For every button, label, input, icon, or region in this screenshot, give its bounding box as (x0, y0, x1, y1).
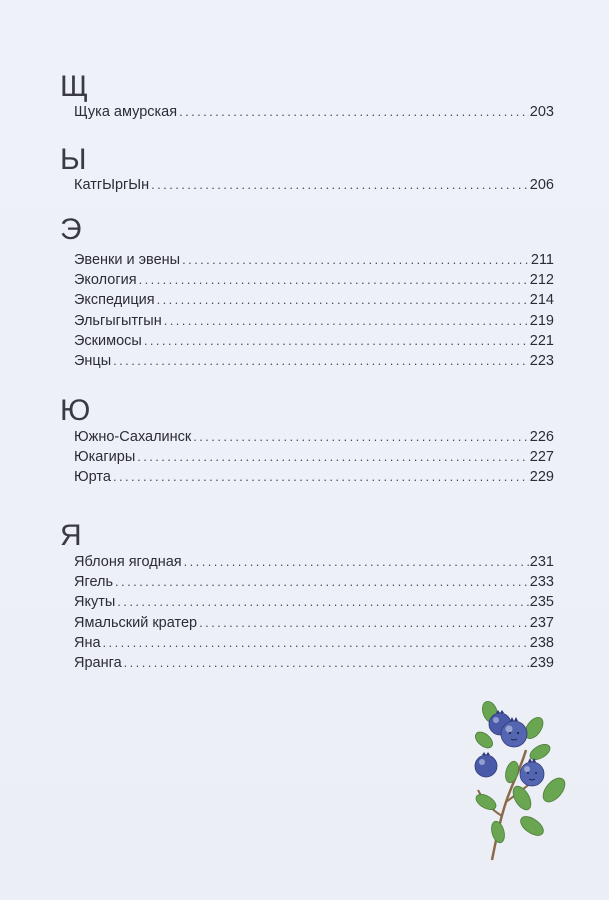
index-entry[interactable] (74, 311, 554, 331)
section-letter: Я (60, 519, 82, 552)
dot-leader (144, 331, 529, 351)
index-entry[interactable] (74, 552, 554, 572)
entry-page: 211 (530, 252, 554, 268)
entry-name: Ягель (74, 574, 114, 591)
index-entry[interactable] (74, 351, 554, 371)
entry-name: Экспедиция (74, 292, 155, 309)
dot-leader (182, 250, 530, 270)
entry-list (74, 427, 554, 488)
entry-name: КатгЫргЫн (74, 177, 150, 193)
dot-leader (184, 552, 529, 572)
entry-page: 235 (529, 594, 554, 611)
index-entry[interactable] (74, 653, 554, 673)
entry-page: 226 (529, 429, 554, 445)
section-letter: Щ (60, 70, 89, 103)
section-letter: Ы (60, 143, 87, 176)
index-entry[interactable] (74, 613, 554, 633)
entry-name: Эскимосы (74, 332, 142, 349)
entry-name: Яна (74, 634, 101, 651)
entry-name: Якуты (74, 594, 116, 611)
entry-page: 214 (529, 292, 554, 309)
entry-page: 237 (529, 614, 554, 631)
entry-name: Щука амурская (74, 104, 178, 120)
dot-leader (117, 592, 529, 612)
blueberry-sprig-icon (462, 690, 572, 865)
dot-leader (193, 427, 529, 447)
section-letter: Ю (60, 394, 91, 427)
entry-name: Эвенки и эвены (74, 252, 181, 268)
index-entry[interactable] (74, 572, 554, 592)
entry-page: 223 (529, 352, 554, 369)
dot-leader (199, 613, 529, 633)
entry-name: Южно-Сахалинск (74, 429, 192, 445)
index-entry[interactable] (74, 250, 554, 270)
dot-leader (115, 572, 529, 592)
entry-page: 203 (529, 104, 554, 120)
entry-page: 212 (529, 272, 554, 289)
dot-leader (103, 633, 529, 653)
entry-list (74, 102, 554, 122)
entry-name: Яблоня ягодная (74, 554, 182, 570)
index-entry[interactable] (74, 633, 554, 653)
dot-leader (139, 270, 529, 290)
dot-leader (113, 351, 529, 371)
index-entry[interactable] (74, 467, 554, 487)
entry-page: 231 (529, 554, 554, 570)
dot-leader (179, 102, 529, 122)
entry-page: 206 (529, 177, 554, 193)
index-entry[interactable] (74, 427, 554, 447)
entry-name: Яранга (74, 654, 122, 671)
index-entry[interactable] (74, 175, 554, 195)
entry-name: Юкагиры (74, 449, 136, 466)
dot-leader (113, 467, 529, 487)
entry-list (74, 552, 554, 673)
section-letter: Э (60, 213, 82, 246)
entry-name: Энцы (74, 352, 112, 369)
entry-name: Экология (74, 272, 137, 289)
entry-name: Юрта (74, 469, 111, 486)
entry-page: 229 (529, 469, 554, 486)
index-entry[interactable] (74, 592, 554, 612)
index-entry[interactable] (74, 290, 554, 310)
index-entry[interactable] (74, 331, 554, 351)
dot-leader (137, 447, 529, 467)
entry-page: 227 (529, 449, 554, 466)
entry-page: 238 (529, 634, 554, 651)
entry-page: 233 (529, 574, 554, 591)
entry-list (74, 175, 554, 195)
index-entry[interactable] (74, 102, 554, 122)
index-entry[interactable] (74, 447, 554, 467)
dot-leader (124, 653, 529, 673)
entry-name: Ямальский кратер (74, 614, 198, 631)
dot-leader (151, 175, 529, 195)
dot-leader (157, 290, 529, 310)
entry-page: 219 (529, 312, 554, 329)
entry-page: 221 (529, 332, 554, 349)
index-entry[interactable] (74, 270, 554, 290)
dot-leader (164, 311, 529, 331)
entry-list (74, 250, 554, 371)
entry-page: 239 (529, 654, 554, 671)
entry-name: Эльгыгытгын (74, 312, 162, 329)
